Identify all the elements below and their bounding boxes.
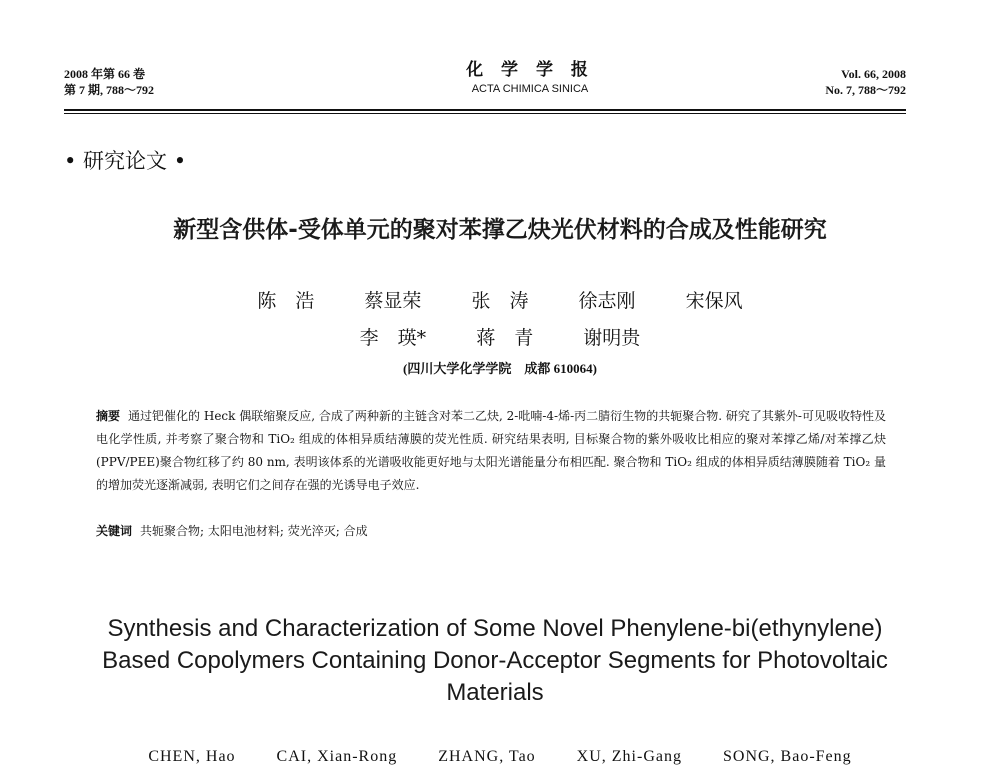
author-name: 谢明贵 [583, 327, 641, 349]
paper-title-cn: 新型含供体-受体单元的聚对苯撑乙炔光伏材料的合成及性能研究 [173, 217, 827, 243]
author-name: 张 涛 [471, 290, 529, 312]
abstract-text: 通过钯催化的 Heck 偶联缩聚反应, 合成了两种新的主链含对苯二乙炔, 2-吡喃-4-烯-丙二腈衍生物的共轭聚合物. 研究了其紫外-可见吸收特性及电化学性质, 并考察了聚合物和 TiO₂ 组成的体相异质结薄膜的荧光性质. 研究结果表明, 目标聚合物的紫外吸收比相应的聚对苯撑乙烯/对苯撑乙炔(PPV/PEE)聚合物红移了约 80 nm, 表明该体系的光谱吸收能更好地与太阳光谱能量分布相匹配. 聚合物和 TiO₂ 组成的体相异质结薄膜随着 TiO₂ 量的增加荧光逐渐减弱, 表明它们之间存在强的光诱导电子效应. [96, 409, 886, 492]
author-name: 宋保风 [685, 290, 743, 312]
abstract-label: 摘要 [96, 409, 121, 423]
author-name-en: ZHANG, Tao [438, 748, 536, 765]
author-name-en: SONG, Bao-Feng [722, 748, 852, 765]
author-name-en: CAI, Xian-Rong [276, 748, 398, 765]
header-pages-en: No. 7, 788～792 [825, 83, 906, 97]
author-affiliation: (四川大学化学学院 成都 610064) [403, 361, 597, 376]
journal-name-en: ACTA CHIMICA SINICA [471, 83, 589, 95]
author-name: 李 瑛* [359, 327, 427, 349]
keywords-text: 共轭聚合物; 太阳电池材料; 荧光淬灭; 合成 [140, 524, 368, 538]
header-volume-cn: 2008 年第 66 卷 [64, 67, 146, 81]
author-list-en [0, 748, 1000, 766]
header-issue-cn [64, 66, 154, 98]
section-label: • 研究论文 • [64, 149, 187, 173]
author-name-en: CHEN, Hao [148, 748, 236, 765]
header-rule-thin [64, 113, 906, 114]
journal-name-cn: 化 学 学 报 [466, 60, 594, 80]
header-rule-thick [64, 109, 906, 111]
author-name-en: XU, Zhi-Gang [576, 748, 682, 765]
author-list-row-2 [0, 323, 1000, 350]
paper-title-en: Synthesis and Characterization of Some Novel Phenylene-bi(ethynylene) Based Copolymers Containing Donor-Acceptor Segments for Photovoltaic Materials [102, 615, 888, 706]
author-name: 蔡显荣 [364, 290, 422, 312]
header-volume-en: Vol. 66, 2008 [841, 67, 906, 81]
header-issue-en [825, 66, 906, 98]
abstract-cn [96, 405, 886, 497]
author-name: 徐志刚 [578, 290, 636, 312]
author-name: 陈 浩 [257, 290, 315, 312]
keywords-cn [96, 520, 886, 543]
keywords-label: 关键词 [96, 524, 133, 538]
author-list-row-1 [0, 286, 1000, 313]
journal-masthead [380, 60, 680, 96]
header-pages-cn: 第 7 期, 788～792 [64, 83, 155, 97]
author-name: 蒋 青 [476, 327, 534, 349]
